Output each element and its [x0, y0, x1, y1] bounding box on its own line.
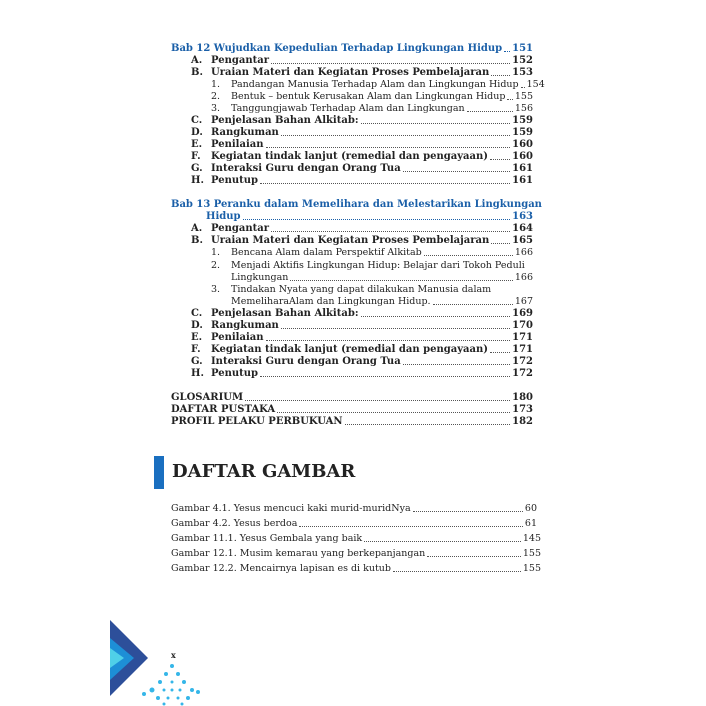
- toc-item-label: Penutup: [211, 175, 259, 186]
- figure-page: 155: [522, 548, 541, 559]
- toc-page: 164: [512, 223, 533, 234]
- toc-item-label: Rangkuman: [211, 320, 279, 331]
- toc-sub-label-cont: MemeliharaAlam dan Lingkungan Hidup.: [231, 296, 431, 307]
- toc-page: 165: [512, 235, 533, 246]
- toc-page: 171: [512, 332, 533, 343]
- toc-page: 172: [512, 356, 533, 367]
- toc-item-label: Penutup: [211, 368, 259, 379]
- toc-page: 172: [512, 368, 533, 379]
- toc-page: 160: [512, 151, 533, 162]
- figure-item[interactable]: [171, 548, 541, 560]
- toc-letter: C.: [191, 115, 203, 126]
- toc-item-label: Interaksi Guru dengan Orang Tua: [211, 356, 401, 367]
- figure-label: Gambar 12.1. Musim kemarau yang berkepanjangan: [171, 548, 426, 559]
- toc-sub-label: Pandangan Manusia Terhadap Alam dan Lingkungan Hidup: [231, 79, 519, 90]
- figure-item[interactable]: [171, 533, 541, 545]
- toc-page: 161: [512, 163, 533, 174]
- toc-letter: A.: [191, 223, 203, 234]
- figure-item[interactable]: [171, 563, 541, 575]
- toc-page: 155: [514, 91, 533, 102]
- toc-item-label: Uraian Materi dan Kegiatan Proses Pembelajaran: [211, 67, 490, 78]
- toc-letter: E.: [191, 139, 203, 150]
- toc-page: 152: [512, 55, 533, 66]
- toc-bab13-title: Bab 13 Peranku dalam Memelihara dan Melestarikan Lingkungan: [171, 199, 542, 210]
- toc-sub-num: 2.: [211, 260, 221, 271]
- toc-sub-item[interactable]: [231, 91, 533, 103]
- toc-sub-label[interactable]: Menjadi Aktifis Lingkungan Hidup: Belajar dari Tokoh Peduli: [231, 260, 525, 271]
- toc-daftar-pustaka[interactable]: [171, 404, 533, 416]
- toc-page: 153: [512, 67, 533, 78]
- toc-sub-num: 1.: [211, 247, 221, 258]
- footer-decoration-icon: [108, 618, 208, 706]
- toc-page: 166: [514, 272, 533, 283]
- toc-sub-label: Bentuk – bentuk Kerusakan Alam dan Lingkungan Hidup: [231, 91, 506, 102]
- toc-item[interactable]: [211, 223, 533, 235]
- section-accent-bar: [154, 456, 164, 489]
- toc-item[interactable]: [211, 368, 533, 380]
- figure-label: Gambar 4.2. Yesus berdoa: [171, 518, 298, 529]
- figure-page: 61: [524, 518, 537, 529]
- toc-item[interactable]: [211, 151, 533, 163]
- toc-item[interactable]: [211, 332, 533, 344]
- toc-sub-label[interactable]: Tindakan Nyata yang dapat dilakukan Manusia dalam: [231, 284, 492, 295]
- toc-page: 173: [512, 404, 533, 415]
- toc-page: 182: [512, 416, 533, 427]
- toc-letter: B.: [191, 235, 203, 246]
- toc-item-label: Uraian Materi dan Kegiatan Proses Pembelajaran: [211, 235, 490, 246]
- toc-page: 169: [512, 308, 533, 319]
- toc-back-label: GLOSARIUM: [171, 392, 244, 403]
- toc-item-label: Rangkuman: [211, 127, 279, 138]
- figure-item[interactable]: [171, 518, 537, 530]
- toc-item-label: Penilaian: [211, 332, 264, 343]
- toc-item-label: Pengantar: [211, 55, 269, 66]
- toc-sub-num: 2.: [211, 91, 221, 102]
- toc-page: 159: [512, 127, 533, 138]
- toc-sub-item[interactable]: [231, 103, 533, 115]
- section-title: DAFTAR GAMBAR: [172, 461, 356, 482]
- toc-letter: G.: [191, 356, 203, 367]
- toc-profil[interactable]: [171, 416, 533, 428]
- toc-bab13-line2[interactable]: [206, 211, 533, 223]
- toc-letter: B.: [191, 67, 203, 78]
- toc-page: 167: [514, 296, 533, 307]
- toc-sub-item[interactable]: [231, 247, 533, 259]
- toc-sub-item[interactable]: [231, 79, 545, 91]
- toc-item[interactable]: [211, 320, 533, 332]
- toc-letter: H.: [191, 368, 204, 379]
- toc-sub-item[interactable]: [231, 296, 533, 308]
- page-number: x: [171, 650, 176, 660]
- toc-item-label: Interaksi Guru dengan Orang Tua: [211, 163, 401, 174]
- toc-item[interactable]: [211, 127, 533, 139]
- toc-item[interactable]: [211, 55, 533, 67]
- figure-page: 155: [522, 563, 541, 574]
- toc-bab12-title: Bab 12 Wujudkan Kepedulian Terhadap Lingkungan Hidup: [171, 43, 503, 54]
- toc-item[interactable]: [211, 356, 533, 368]
- toc-letter: G.: [191, 163, 203, 174]
- toc-item[interactable]: [211, 139, 533, 151]
- toc-page: 151: [512, 43, 533, 54]
- toc-page: 159: [512, 115, 533, 126]
- figure-label: Gambar 12.2. Mencairnya lapisan es di kutub: [171, 563, 392, 574]
- toc-letter: C.: [191, 308, 203, 319]
- toc-sub-num: 3.: [211, 284, 221, 295]
- toc-page: 161: [512, 175, 533, 186]
- figure-page: 60: [524, 503, 537, 514]
- toc-item[interactable]: [211, 67, 533, 79]
- toc-item[interactable]: [211, 235, 533, 247]
- toc-bab13-title-cont: Hidup: [206, 211, 241, 222]
- toc-item[interactable]: [211, 344, 533, 356]
- toc-bab13-line1[interactable]: [171, 199, 542, 211]
- toc-sub-item[interactable]: [231, 272, 533, 284]
- figure-page: 145: [522, 533, 541, 544]
- toc-glosarium[interactable]: [171, 392, 533, 404]
- toc-item-label: Penjelasan Bahan Alkitab:: [211, 115, 359, 126]
- toc-item-label: Kegiatan tindak lanjut (remedial dan pengayaan): [211, 344, 489, 355]
- toc-page: 171: [512, 344, 533, 355]
- toc-page: 170: [512, 320, 533, 331]
- toc-bab12[interactable]: [171, 43, 533, 55]
- toc-item-label: Penilaian: [211, 139, 264, 150]
- toc-item[interactable]: [211, 115, 533, 127]
- figure-label: Gambar 4.1. Yesus mencuci kaki murid-muridNya: [171, 503, 411, 514]
- toc-item[interactable]: [211, 163, 533, 175]
- toc-letter: H.: [191, 175, 204, 186]
- figure-label: Gambar 11.1. Yesus Gembala yang baik: [171, 533, 363, 544]
- toc-sub-label: Bencana Alam dalam Perspektif Alkitab: [231, 247, 422, 258]
- toc-page: 163: [512, 211, 533, 222]
- figure-item[interactable]: [171, 503, 537, 515]
- toc-sub-num: 3.: [211, 103, 221, 114]
- toc-sub-label-cont: Lingkungan: [231, 272, 289, 283]
- toc-item-label: Pengantar: [211, 223, 269, 234]
- toc-sub-num: 1.: [211, 79, 221, 90]
- toc-letter: D.: [191, 320, 203, 331]
- toc-letter: F.: [191, 151, 201, 162]
- toc-page: 160: [512, 139, 533, 150]
- toc-letter: F.: [191, 344, 201, 355]
- toc-item[interactable]: [211, 175, 533, 187]
- toc-item-label: Kegiatan tindak lanjut (remedial dan pengayaan): [211, 151, 489, 162]
- toc-letter: D.: [191, 127, 203, 138]
- toc-item-label: Penjelasan Bahan Alkitab:: [211, 308, 359, 319]
- toc-letter: E.: [191, 332, 203, 343]
- toc-page: 154: [526, 79, 545, 90]
- toc-page: 180: [512, 392, 533, 403]
- toc-page: 166: [514, 247, 533, 258]
- toc-sub-label: Tanggungjawab Terhadap Alam dan Lingkungan: [231, 103, 465, 114]
- toc-item[interactable]: [211, 308, 533, 320]
- toc-page: 156: [514, 103, 533, 114]
- toc-back-label: DAFTAR PUSTAKA: [171, 404, 276, 415]
- toc-back-label: PROFIL PELAKU PERBUKUAN: [171, 416, 343, 427]
- toc-letter: A.: [191, 55, 203, 66]
